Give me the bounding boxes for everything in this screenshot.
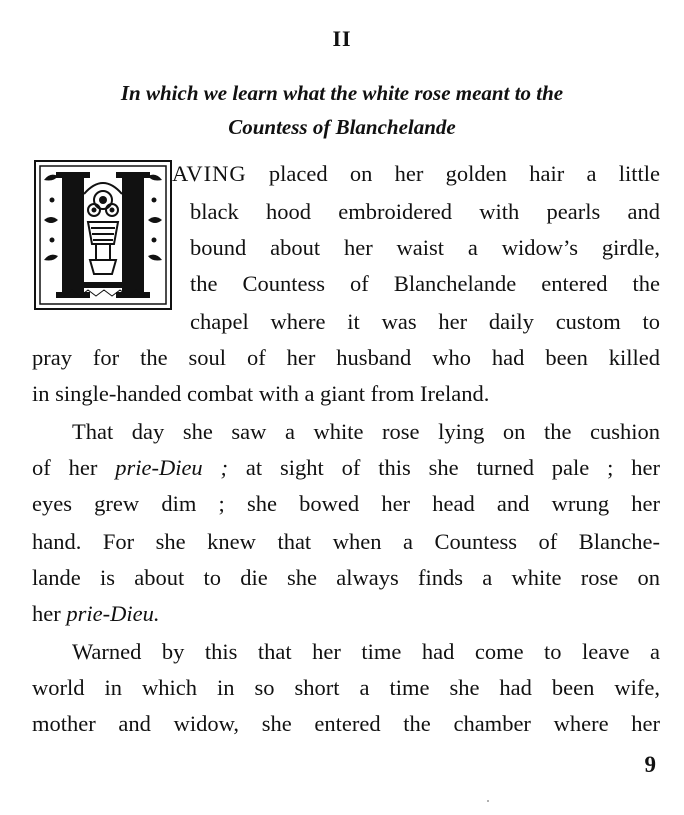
chapter-subtitle <box>40 76 644 144</box>
italic-text: prie-Dieu ; <box>115 455 229 480</box>
text-line: bound about her waist a widow’s girdle, <box>190 235 660 260</box>
text-line: pray for the soul of her husband who had been killed <box>32 345 660 370</box>
text-line: mother and widow, she entered the chamber where her <box>32 711 660 736</box>
line-text: of her <box>32 455 116 480</box>
line-text: her <box>32 601 67 626</box>
text-line <box>32 453 660 483</box>
text-line: Warned by this that her time had come to leave a <box>72 639 660 664</box>
chapter-number: II <box>332 26 352 51</box>
text-line: the Countess of Blanchelande entered the <box>190 271 660 296</box>
text-line: black hood embroidered with pearls and <box>190 199 660 224</box>
text-line: eyes grew dim ; she bowed her head and wrung her <box>32 491 660 516</box>
italic-text: prie-Dieu. <box>66 601 160 626</box>
text-line: That day she saw a white rose lying on the cushion <box>72 419 660 444</box>
text-line: chapel where it was her daily custom to <box>190 309 660 334</box>
line-text: placed on her golden hair a little <box>246 161 660 186</box>
print-speck <box>487 800 489 802</box>
text-line: in single-handed combat with a giant from Ireland. <box>32 381 490 406</box>
text-line <box>172 159 660 189</box>
text-line <box>32 599 660 629</box>
text-line: hand. For she knew that when a Countess of Blanche- <box>32 529 660 554</box>
chapter-subtitle-line: Countess of Blanchelande <box>228 115 456 139</box>
ornamental-initial-icon <box>34 160 172 310</box>
chapter-subtitle-line: In which we learn what the white rose meant to the <box>120 81 564 105</box>
text-line: lande is about to die she always finds a white rose on <box>32 565 660 590</box>
line-text: at sight of this she turned pale ; her <box>228 455 660 480</box>
page-number: 9 <box>644 752 656 777</box>
text-line: world in which in so short a time she had been wife, <box>32 675 660 700</box>
drop-cap-continuation: AVING <box>172 161 247 186</box>
